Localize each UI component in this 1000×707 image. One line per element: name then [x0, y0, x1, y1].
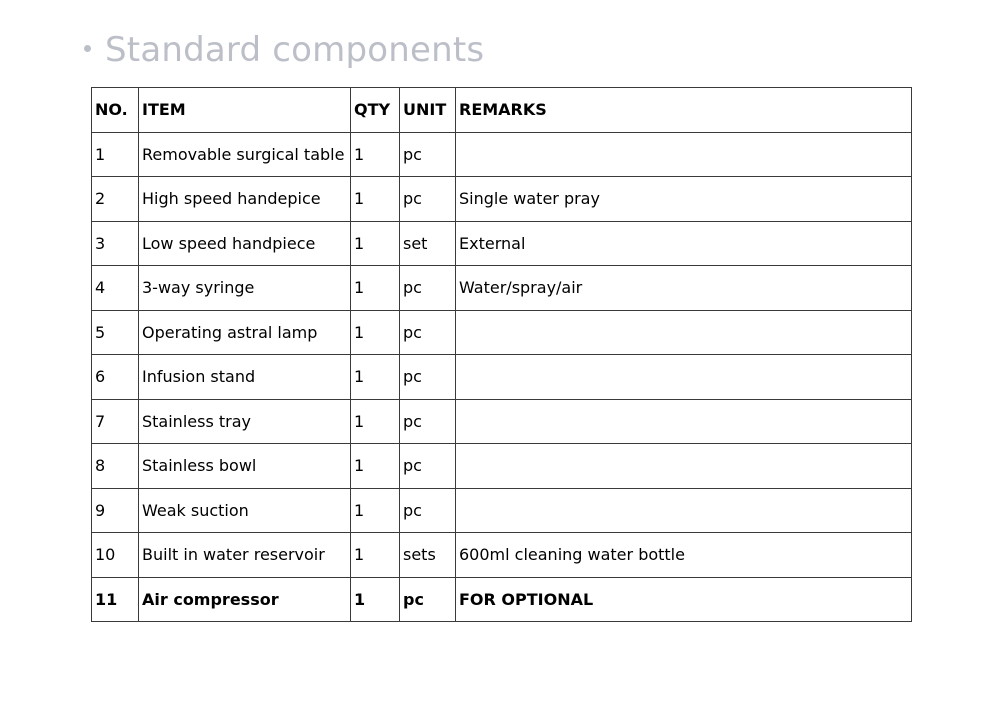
cell-no: 7	[92, 399, 139, 444]
cell-item: 3-way syringe	[139, 266, 351, 311]
cell-qty: 1	[351, 577, 400, 622]
cell-item: Removable surgical table	[139, 132, 351, 177]
bullet-icon	[84, 45, 91, 52]
header-qty: QTY	[351, 88, 400, 133]
cell-unit: pc	[400, 355, 456, 400]
cell-qty: 1	[351, 533, 400, 578]
cell-no: 2	[92, 177, 139, 222]
table-row	[92, 221, 912, 266]
header-item: ITEM	[139, 88, 351, 133]
header-row	[92, 88, 912, 133]
cell-no: 9	[92, 488, 139, 533]
cell-no: 1	[92, 132, 139, 177]
table-row	[92, 533, 912, 578]
cell-remarks: FOR OPTIONAL	[456, 577, 912, 622]
components-table	[91, 87, 912, 622]
cell-remarks: Single water pray	[456, 177, 912, 222]
cell-remarks	[456, 355, 912, 400]
cell-remarks	[456, 444, 912, 489]
cell-item: High speed handepice	[139, 177, 351, 222]
cell-unit: pc	[400, 310, 456, 355]
cell-item: Built in water reservoir	[139, 533, 351, 578]
cell-remarks	[456, 132, 912, 177]
cell-qty: 1	[351, 221, 400, 266]
cell-item: Air compressor	[139, 577, 351, 622]
cell-no: 10	[92, 533, 139, 578]
cell-unit: pc	[400, 266, 456, 311]
table-row	[92, 399, 912, 444]
cell-unit: pc	[400, 488, 456, 533]
cell-qty: 1	[351, 177, 400, 222]
cell-qty: 1	[351, 355, 400, 400]
cell-unit: pc	[400, 399, 456, 444]
table-row	[92, 266, 912, 311]
cell-unit: pc	[400, 577, 456, 622]
cell-remarks: Water/spray/air	[456, 266, 912, 311]
cell-item: Stainless bowl	[139, 444, 351, 489]
cell-unit: sets	[400, 533, 456, 578]
cell-qty: 1	[351, 444, 400, 489]
table-row	[92, 355, 912, 400]
cell-no: 3	[92, 221, 139, 266]
page-title	[84, 28, 484, 72]
cell-no: 6	[92, 355, 139, 400]
cell-remarks	[456, 310, 912, 355]
table-row	[92, 177, 912, 222]
cell-unit: pc	[400, 132, 456, 177]
header-unit: UNIT	[400, 88, 456, 133]
table-header	[92, 88, 912, 133]
cell-item: Low speed handpiece	[139, 221, 351, 266]
header-no: NO.	[92, 88, 139, 133]
cell-item: Stainless tray	[139, 399, 351, 444]
table-row	[92, 488, 912, 533]
cell-qty: 1	[351, 488, 400, 533]
cell-no: 11	[92, 577, 139, 622]
header-remarks: REMARKS	[456, 88, 912, 133]
cell-no: 4	[92, 266, 139, 311]
cell-remarks	[456, 399, 912, 444]
cell-remarks	[456, 488, 912, 533]
cell-unit: pc	[400, 177, 456, 222]
cell-no: 5	[92, 310, 139, 355]
table-row	[92, 132, 912, 177]
cell-item: Infusion stand	[139, 355, 351, 400]
table-row	[92, 577, 912, 622]
cell-item: Operating astral lamp	[139, 310, 351, 355]
table-row	[92, 310, 912, 355]
cell-item: Weak suction	[139, 488, 351, 533]
cell-qty: 1	[351, 310, 400, 355]
cell-unit: pc	[400, 444, 456, 489]
table-body	[92, 132, 912, 622]
cell-qty: 1	[351, 132, 400, 177]
page-title-text: Standard components	[105, 30, 485, 70]
cell-unit: set	[400, 221, 456, 266]
cell-qty: 1	[351, 266, 400, 311]
cell-no: 8	[92, 444, 139, 489]
cell-remarks: External	[456, 221, 912, 266]
cell-remarks: 600ml cleaning water bottle	[456, 533, 912, 578]
table-row	[92, 444, 912, 489]
cell-qty: 1	[351, 399, 400, 444]
